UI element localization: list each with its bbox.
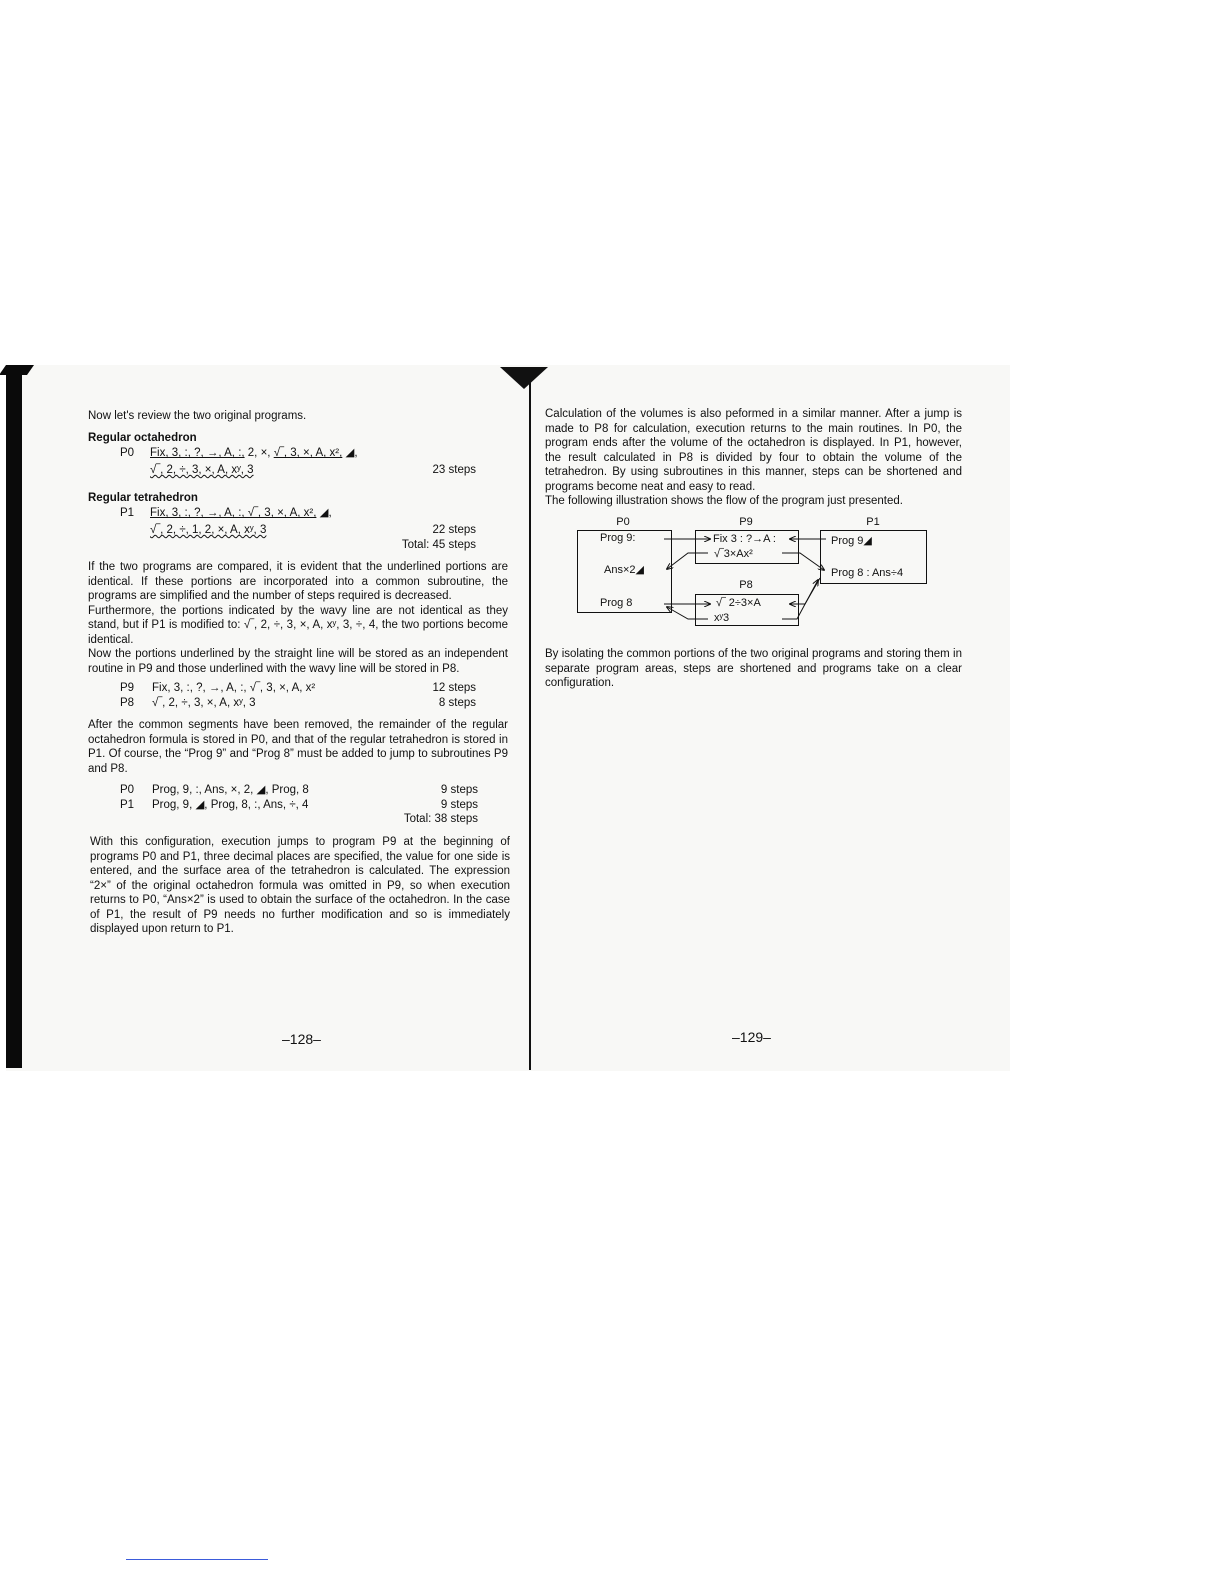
tetrahedron-heading: Regular tetrahedron (88, 492, 198, 504)
right-paragraph-3: By isolating the common portions of the two original programs and storing them in separate program areas, steps are shortened and programs take on a clear configuration. (545, 648, 962, 689)
p1-steps: 22 steps (432, 524, 476, 536)
p9-sub-code: Fix, 3, :, ?, →, A, :, √‾, 3, ×, A, x² (152, 682, 316, 694)
p1-main-code: Prog, 9, ◢, Prog, 8, :, Ans, ÷, 4 (152, 799, 309, 811)
arrow-p1-to-p8 (790, 578, 820, 604)
p1-main-label: P1 (120, 799, 135, 811)
p0-main-code: Prog, 9, :, Ans, ×, 2, ◢, Prog, 8 (152, 784, 309, 796)
p8-sub-label: P8 (120, 697, 135, 709)
p8-sqrt2: √‾ 2÷3×A (716, 597, 761, 609)
p0-ansx2: Ans×2◢ (604, 564, 644, 576)
p0-steps: 23 steps (432, 464, 476, 476)
arrow-p8-to-p0 (667, 607, 708, 619)
body-paragraph-5: With this configuration, execution jumps to program P9 at the beginning of programs P0 and P1, three decimal places are specified, the value for one side is entered, and the surface area of the tetrahedron is calculated. The expression “2×” of the original octahedron formula was omitted in P9, so when execution returns to P0, “Ans×2” is used to obtain the surface of the octahedron. In the case of P1, the result of P9 needs no further modification and so is immediately displayed upon return to P1. (90, 836, 510, 935)
p8-xy3: xʸ3 (714, 612, 730, 624)
p1-main-steps: 9 steps (440, 799, 478, 811)
p1-prog9: Prog 9◢ (831, 535, 872, 547)
right-paragraph-1: Calculation of the volumes is also peformed in a similar manner. After a jump is made to P8 for calculation, execution returns to the main routines. In P0, the program ends after the volume of the octahedron is displayed. In P1, however, the result calculated in P8 is divided by four to obtain the volume of the tetrahedron. By using subroutines in this manner, steps can be shortened and programs become neat and easy to read. The following illustration shows the flow of the program just presented. (545, 408, 962, 507)
body-paragraph-1: If the two programs are compared, it is evident that the underlined portions are identical. If these portions are incorporated into a common subroutine, the programs are simplified and the number of steps required is decreased. Furthermore, the portions indicated by the wavy line are not identical as they stand, but if P1 is modified to: √‾, 2, ÷, 3, ×, A, xʸ, 3, ÷, 4, the two portions become identical. Now the portions underlined by the straight line will be stored as an independent routine in P9 and those underlined with the wavy line will be stored in P8. (88, 561, 508, 675)
p8-column-label: P8 (739, 579, 753, 591)
p0-main-steps: 9 steps (440, 784, 478, 796)
octahedron-heading: Regular octahedron (88, 432, 197, 444)
p1-line2: √‾, 2, ÷, 1, 2, ×, A, xʸ, 3 (150, 524, 267, 536)
p8-sub-code: √‾, 2, ÷, 3, ×, A, xʸ, 3 (152, 697, 256, 709)
p0-prog8: Prog 8 (600, 597, 633, 609)
total-38: Total: 38 steps (403, 813, 478, 825)
p1-label: P1 (120, 507, 135, 519)
p0-plain-b: 2, ×, (244, 447, 274, 459)
page-number-left: –128– (282, 1031, 321, 1047)
p9-sub-steps: 12 steps (432, 682, 476, 694)
p1-display-mark: ◢, (316, 507, 332, 519)
body-paragraph-4: After the common segments have been removed, the remainder of the regular octahedron formula is stored in P0, and that of the regular tetrahedron is stored in P1. Of course, the “Prog 9” and “Prog 8” must be added to jump to subroutines P9 and P8. (88, 719, 508, 775)
p1-column-label: P1 (866, 516, 880, 528)
p0-main-label: P0 (120, 784, 135, 796)
arrow-p9-to-p0 (667, 553, 708, 569)
p1-underlined-a: Fix, 3, :, ?, →, A, :, √‾, 3, ×, A, x², (150, 507, 317, 519)
p9-fix3: Fix 3 : ?→A : (713, 533, 776, 545)
p9-sub-label: P9 (120, 682, 135, 694)
p0-line2: √‾, 2, ÷, 3, ×, A, xʸ, 3 (150, 464, 254, 476)
p1-prog8-ans: Prog 8 : Ans÷4 (831, 567, 904, 579)
p0-column-label: P0 (616, 516, 630, 528)
total-45: Total: 45 steps (401, 539, 476, 551)
page-number-right: –129– (732, 1029, 771, 1045)
arrow-p9-to-p1 (782, 553, 824, 570)
p0-underlined-a: Fix, 3, :, ?, →, A, :, (150, 447, 245, 459)
intro-text: Now let's review the two original programs. (88, 410, 307, 422)
p0-prog9: Prog 9: (600, 532, 636, 544)
p0-underlined-c: √‾, 3, ×, A, x², (273, 447, 343, 459)
p8-sub-steps: 8 steps (438, 697, 476, 709)
p0-label: P0 (120, 447, 135, 459)
p9-sqrt3: √‾3×Ax² (714, 548, 753, 560)
arrow-p8-to-p1 (782, 580, 818, 619)
p9-column-label: P9 (739, 516, 753, 528)
p0-display-mark: ◢, (342, 447, 358, 459)
